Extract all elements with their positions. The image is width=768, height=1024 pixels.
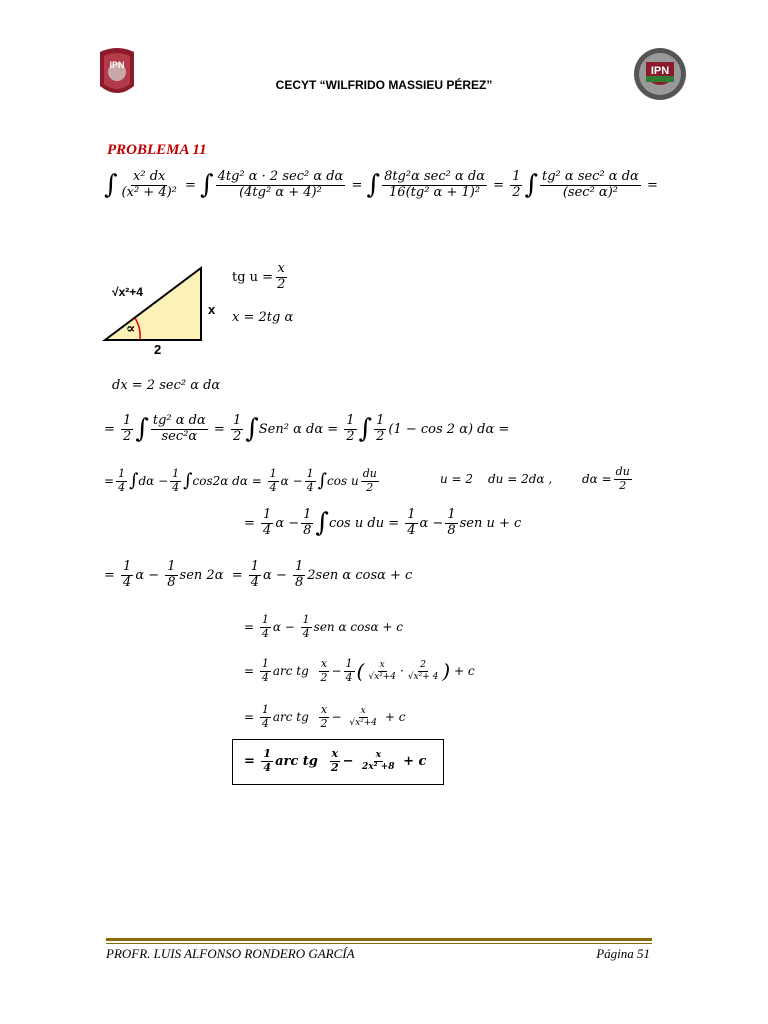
footer-page-number: Página 51	[596, 946, 650, 961]
du-substitution: du = 2dα ,	[488, 472, 553, 486]
page-header: CECYT “WILFRIDO MASSIEU PÉREZ”	[275, 78, 493, 92]
equation-line-4: = $\frac{1}{4}$ α − $\frac{1}{8}$ ∫ cos u du = $\frac{1}{4}$ α − $\frac{1}{8}$ sen u + c	[244, 507, 522, 539]
x-substitution: x = 2tg α	[232, 310, 294, 325]
final-answer: = $\frac{1}{4}$ arc tg $\frac{x}{2}$ − $\frac{x}{\text{2x² +8}}$ + c	[244, 747, 427, 774]
triangle-opposite: x	[208, 302, 216, 317]
triangle-angle: ∝	[126, 321, 136, 337]
problem-title: PROBLEMA 11	[107, 142, 207, 158]
equation-line-1: ∫ $\frac{\text{x² dx}}{\text{(x² + 4)²}}$ = ∫ $\frac{\text{4tg² α · 2 sec² α dα}}{\text{(4tg² α + 4)²}}$ = ∫ $\frac{\text{8tg²α sec² α dα}}{\text{16(tg² α + 1)²}}$ = $\frac{1}{2}$ ∫ $\frac{\text{tg² α sec² α dα}}{\text{(sec² α)²}}$ =	[104, 169, 658, 201]
equation-line-2: = $\frac{1}{2}$ ∫ $\frac{\text{tg² α dα}}{\text{sec²α}}$ = $\frac{1}{2}$ ∫ Sen² α dα = $\frac{1}{2}$ ∫ $\frac{1}{2}$ (1 − cos 2 α) dα =	[104, 413, 510, 445]
equation-line-5: = $\frac{1}{4}$ α − $\frac{1}{8}$ sen 2α = $\frac{1}{4}$ α − $\frac{1}{8}$ 2sen α cosα + c	[104, 559, 413, 590]
dalpha-substitution: dα = $\frac{du}{2}$	[582, 465, 630, 492]
footer-rule-thin	[106, 943, 652, 944]
dx-equation: dx = 2 sec² α dα	[112, 378, 221, 393]
equation-line-8: = $\frac{1}{4}$ arc tg $\frac{x}{2}$ − $\frac{x}{\text{√x²+4}}$ + c	[244, 703, 406, 730]
footer-author: PROFR. LUIS ALFONSO RONDERO GARCÍA	[106, 946, 355, 961]
svg-text:IPN: IPN	[109, 60, 125, 70]
equation-line-6: = $\frac{1}{4}$ α − $\frac{1}{4}$ sen α cosα + c	[244, 613, 404, 640]
equation-line-3: = $\frac{1}{4}$ ∫ dα − $\frac{1}{4}$ ∫ cos2α dα = $\frac{1}{4}$ α − $\frac{1}{4}$ ∫ cos u $\frac{du}{2}$	[104, 467, 377, 494]
ipn-gear-logo-right	[632, 46, 688, 102]
triangle-adjacent: 2	[154, 342, 162, 357]
footer-rule-thick	[106, 938, 652, 941]
u-substitution: u = 2	[440, 472, 474, 486]
triangle-hypotenuse: √x²+4	[112, 285, 143, 299]
tg-u-equation: tg u = $\frac{x}{2}$	[232, 261, 286, 292]
logo-text: IPN	[650, 65, 670, 77]
equation-line-7: = $\frac{1}{4}$ arc tg $\frac{x}{2}$ − $\frac{1}{4}$ ( $\frac{x}{\text{√x²+4}}$ · $\frac{2}{\text{√x²+ 4}}$ ) + c	[244, 657, 475, 684]
